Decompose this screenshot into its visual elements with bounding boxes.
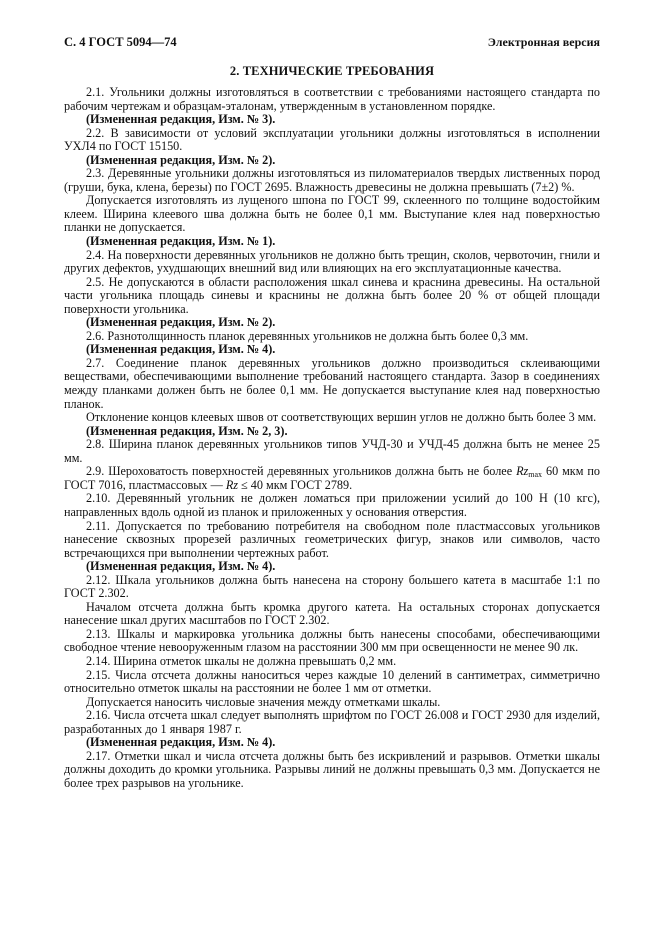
- text-run: 60 мкм по ГОСТ 7016, пластмассовых —: [64, 464, 600, 492]
- paragraph-2-5: 2.5. Не допускаются в области расположения шкал синева и краснина древесины. На остальной части угольника площадь синевы и краснины не должна быть более 20 % от общей площади поверхности угольника.: [64, 274, 600, 316]
- revision-note: (Измененная редакция, Изм. № 4).: [86, 559, 276, 574]
- paragraph-2-7: 2.7. Соединение планок деревянных угольников должно производиться склеивающими веществами, обеспечивающими выполнение требований настоящего стандарта. Зазор в соединениях между планками должен быть не более 0,1 мм. Не допускается выступание клея над поверхностью планок.: [64, 355, 600, 411]
- paragraph-2-3-veneer: Допускается изготовлять из лущеного шпона по ГОСТ 99, склеенного по толщине водостойким клеем. Ширина клеевого шва должна быть не более 0,1 мм. Выступание клея над поверхностью планки не допускается.: [64, 193, 600, 235]
- section-title: 2. ТЕХНИЧЕСКИЕ ТРЕБОВАНИЯ: [229, 64, 435, 78]
- paragraph-2-17: 2.17. Отметки шкал и числа отсчета должны быть без искривлений и разрывов. Отметки шкалы должны доходить до кромки угольника. Разрывы линий не должны превышать 0,3 мм. Допускается не более трех разрывов на угольнике.: [64, 748, 600, 790]
- rz-subscript: max: [528, 470, 543, 480]
- page-number-standard: С. 4 ГОСТ 5094—74: [64, 35, 177, 49]
- paragraph-2-9: [64, 465, 600, 492]
- document-body: [64, 86, 600, 790]
- electronic-version-label: Электронная версия: [487, 35, 600, 49]
- paragraph-2-2: 2.2. В зависимости от условий эксплуатации угольники должны изготовляться в исполнении УХЛ4 по ГОСТ 15150.: [64, 125, 600, 154]
- revision-note: (Измененная редакция, Изм. № 2, 3).: [86, 423, 288, 438]
- revision-note: (Измененная редакция, Изм. № 1).: [86, 234, 276, 249]
- paragraph-2-12: 2.12. Шкала угольников должна быть нанесена на сторону большего катета в масштабе 1:1 по ГОСТ 2.302.: [64, 572, 600, 601]
- paragraph-2-3: 2.3. Деревянные угольники должны изготовляться из пиломатериалов твердых лиственных пород (груши, бука, клена, березы) по ГОСТ 2695. Влажность древесины не должна превышать (7±2) %.: [64, 166, 600, 194]
- paragraph-2-15-values: Допускается наносить числовые значения между отметками шкалы.: [86, 694, 441, 709]
- paragraph-2-15: 2.15. Числа отсчета должны наноситься через каждые 10 делений в сантиметрах, симметрично относительно отметок шкалы на расстоянии не более 1 мм от отметки.: [64, 667, 600, 696]
- paragraph-2-8: 2.8. Ширина планок деревянных угольников типов УЧД-30 и УЧД-45 должна быть не менее 25 мм.: [64, 437, 600, 465]
- paragraph-2-10: 2.10. Деревянный угольник не должен ломаться при приложении усилий до 100 Н (10 кгс), направленных вдоль одной из планок и приложенных у основания отверстия.: [64, 491, 600, 519]
- revision-note: (Измененная редакция, Изм. № 2).: [86, 152, 276, 167]
- paragraph-2-16: 2.16. Числа отсчета шкал следует выполнять шрифтом по ГОСТ 26.008 и ГОСТ 2930 для изделий, разработанных до 1 января 1987 г.: [64, 708, 600, 736]
- revision-note: (Измененная редакция, Изм. № 3).: [86, 112, 276, 127]
- paragraph-2-7-deviation: Отклонение концов клеевых швов от соответствующих вершин углов не должно быть более 3 мм.: [86, 410, 597, 425]
- revision-note: (Измененная редакция, Изм. № 4).: [86, 735, 276, 750]
- paragraph-2-4: 2.4. На поверхности деревянных угольников не должно быть трещин, сколов, червоточин, гнили и других дефектов, ухудшающих внешний вид или влияющих на его эксплуатационные качества.: [64, 247, 600, 276]
- revision-note: (Измененная редакция, Изм. № 4).: [86, 342, 276, 357]
- paragraph-2-12-origin: Началом отсчета должна быть кромка другого катета. На остальных сторонах допускается нанесение шкал других масштабов по ГОСТ 2.302.: [64, 599, 600, 628]
- revision-note: (Измененная редакция, Изм. № 2).: [86, 315, 276, 330]
- page-header: [64, 35, 600, 51]
- paragraph-2-1: 2.1. Угольники должны изготовляться в соответствии с требованиями настоящего стандарта по рабочим чертежам и образцам-эталонам, утвержденным в установленном порядке.: [64, 85, 600, 113]
- paragraph-2-14: 2.14. Ширина отметок шкалы не должна превышать 0,2 мм.: [86, 653, 397, 668]
- paragraph-2-6: 2.6. Разнотолщинность планок деревянных угольников не должна быть более 0,3 мм.: [86, 328, 529, 343]
- paragraph-2-11: 2.11. Допускается по требованию потребителя на свободном поле пластмассовых угольников нанесение сквозных прорезей различных геометрических фигур, знаков или символов, часто встречающихся при выполнении чертежных работ.: [64, 518, 600, 560]
- rz-symbol: Rz: [225, 477, 238, 492]
- text-run: ≤ 40 мкм ГОСТ 2789.: [238, 477, 353, 492]
- paragraph-2-13: 2.13. Шкалы и маркировка угольника должны быть нанесены способами, обеспечивающими свободное чтение невооруженным глазом на расстоянии 300 мм при освещенности не менее 90 лк.: [64, 626, 600, 655]
- rz-symbol: Rz: [516, 464, 529, 479]
- text-run: 2.9. Шероховатость поверхностей деревянных угольников должна быть не более: [86, 464, 517, 479]
